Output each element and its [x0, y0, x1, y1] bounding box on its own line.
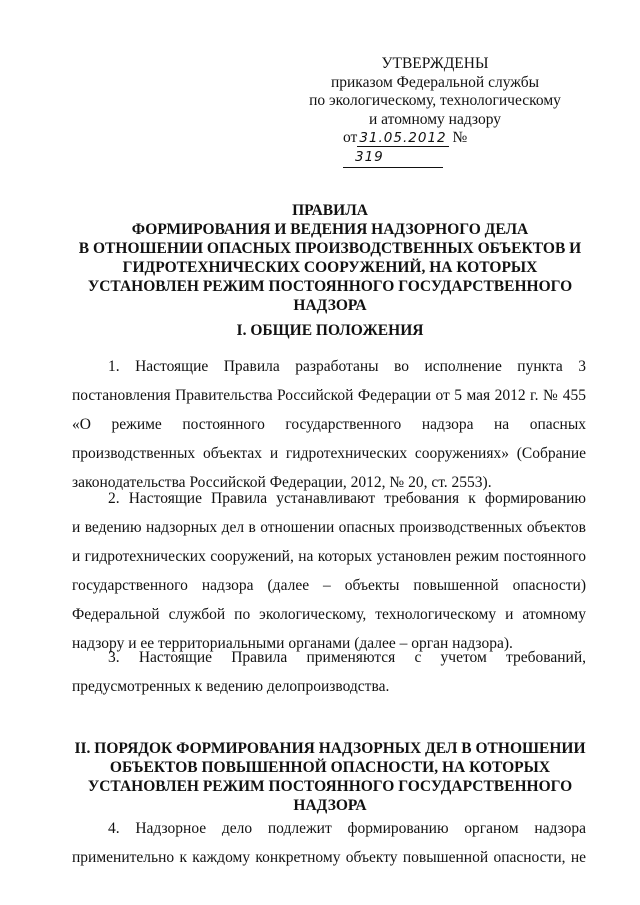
- paragraph-line: 4. Надзорное дело подлежит формированию органом надзора: [108, 820, 586, 837]
- title-line: ГИДРОТЕХНИЧЕСКИХ СООРУЖЕНИЙ, НА КОТОРЫХ: [122, 259, 538, 276]
- paragraph-line: 2. Настоящие Правила устанавливают требования к формированию: [108, 490, 586, 507]
- title-line: ФОРМИРОВАНИЯ И ВЕДЕНИЯ НАДЗОРНОГО ДЕЛА: [131, 221, 529, 238]
- paragraph-line: постановления Правительства Российской Федерации от 5 мая 2012 г. № 455: [72, 387, 586, 404]
- section-2-line: II. ПОРЯДОК ФОРМИРОВАНИЯ НАДЗОРНЫХ ДЕЛ В ОТНОШЕНИИ: [74, 740, 586, 757]
- paragraph-line: 1. Настоящие Правила разработаны во исполнение пункта 3: [108, 358, 586, 375]
- approval-stamp-block: [300, 55, 570, 168]
- title-line: УСТАНОВЛЕН РЕЖИМ ПОСТОЯННОГО ГОСУДАРСТВЕННОГО: [87, 278, 573, 295]
- paragraph-line: законодательства Российской Федерации, 2012, № 20, ст. 2553).: [72, 474, 492, 491]
- paragraph-line: и ведению надзорных дел в отношении опасных производственных объектов: [72, 519, 586, 536]
- section-2-line: НАДЗОРА: [293, 797, 367, 814]
- paragraph-4: [72, 814, 586, 872]
- document-title: [70, 201, 590, 315]
- section-2-line: УСТАНОВЛЕН РЕЖИМ ПОСТОЯННОГО ГОСУДАРСТВЕННОГО: [87, 778, 573, 795]
- paragraph-line: Федеральной службой по экологическому, технологическому и атомному: [72, 606, 586, 623]
- paragraph-line: надзору и ее территориальными органами (далее – орган надзора).: [72, 635, 513, 652]
- approval-line-1: приказом Федеральной службы: [330, 73, 540, 91]
- paragraph-2: [72, 484, 586, 658]
- paragraph-line: 3. Настоящие Правила применяются с учетом требований,: [108, 649, 586, 666]
- from-label: от: [343, 129, 358, 147]
- approval-heading: УТВЕРЖДЕНЫ: [381, 55, 489, 72]
- title-line: НАДЗОРА: [293, 297, 367, 314]
- handwritten-date: 31.05.2012: [359, 130, 447, 147]
- approval-line-2: по экологическому, технологическому: [309, 92, 561, 110]
- approval-date-line: [300, 129, 570, 167]
- section-2-heading: [70, 739, 590, 815]
- number-label: №: [452, 129, 468, 147]
- paragraph-line: государственного надзора (далее – объекты повышенной опасности): [72, 577, 586, 594]
- handwritten-number: 319: [343, 148, 443, 168]
- title-line: В ОТНОШЕНИИ ОПАСНЫХ ПРОИЗВОДСТВЕННЫХ ОБЪЕКТОВ И: [78, 240, 582, 257]
- paragraph-line: и гидротехнических сооружений, на которых установлен режим постоянного: [72, 548, 586, 565]
- paragraph-3: [72, 643, 586, 701]
- paragraph-line: предусмотренных к ведению делопроизводства.: [72, 678, 390, 695]
- paragraph-line: применительно к каждому конкретному объекту повышенной опасности, не: [72, 849, 586, 866]
- section-2-line: ОБЪЕКТОВ ПОВЫШЕННОЙ ОПАСНОСТИ, НА КОТОРЫХ: [109, 759, 551, 776]
- title-line: ПРАВИЛА: [292, 202, 368, 219]
- paragraph-1: [72, 352, 586, 497]
- paragraph-line: производственных объектах и гидротехнических сооружениях» (Собрание: [72, 445, 586, 462]
- approval-line-3: и атомному надзору: [369, 110, 501, 128]
- section-1-heading: I. ОБЩИЕ ПОЛОЖЕНИЯ: [236, 322, 424, 339]
- paragraph-line: «О режиме постоянного государственного надзора на опасных: [72, 416, 586, 433]
